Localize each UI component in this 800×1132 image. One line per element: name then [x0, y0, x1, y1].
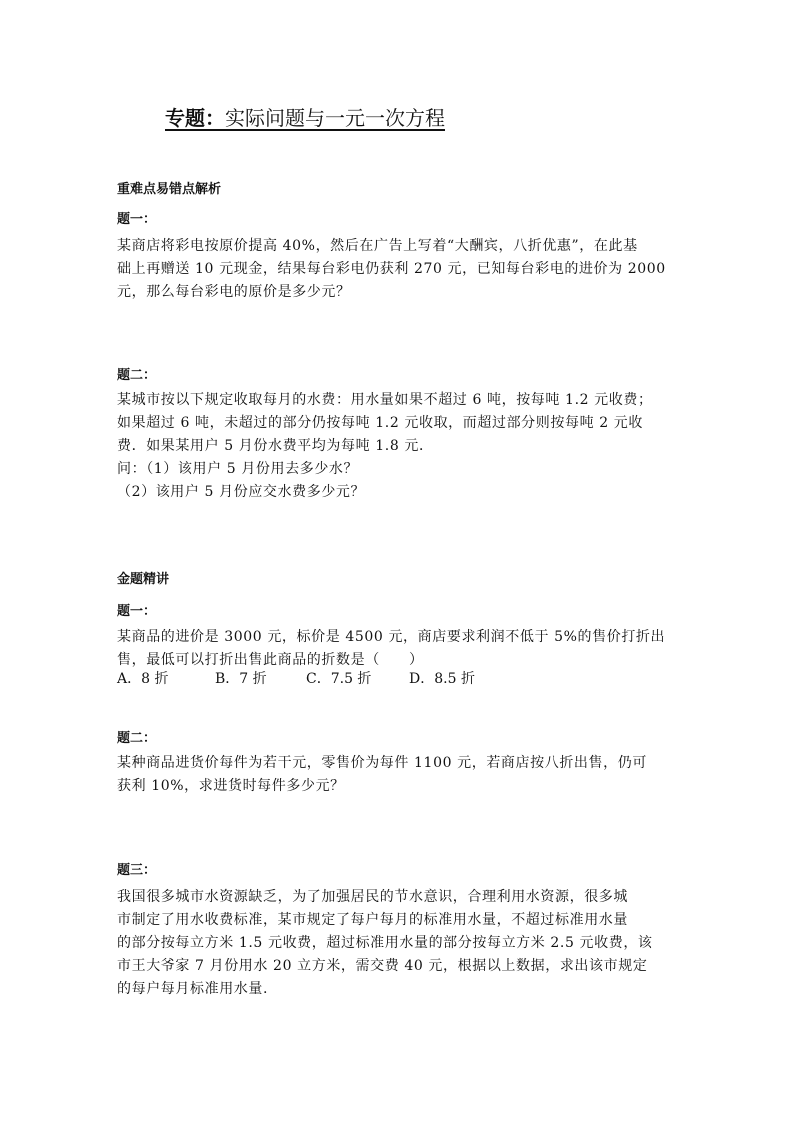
title-main: 实际问题与一元一次方程 — [225, 106, 445, 130]
text-line: 的每户每月标准用水量. — [117, 981, 269, 997]
question-text-s2-q1 — [117, 626, 697, 672]
text-line: 费．如果某用户 5 月份水费平均为每吨 1.8 元． — [117, 438, 434, 454]
document-title — [165, 104, 445, 132]
text-line: 某商店将彩电按原价提高 40%，然后在广告上写着“大酬宾，八折优惠”，在此基 — [117, 238, 638, 254]
text-line: 我国很多城市水资源缺乏，为了加强居民的节水意识，合理利用水资源，很多城 — [117, 889, 628, 905]
text-line: 某种商品进货价每件为若干元，零售价为每件 1100 元，若商店按八折出售，仍可 — [117, 755, 647, 771]
text-line: 元，那么每台彩电的原价是多少元？ — [117, 284, 351, 300]
question-label-s2-q2: 题二： — [117, 731, 157, 746]
text-line: 的部分按每立方米 1.5 元收费，超过标准用水量的部分按每立方米 2.5 元收费，该 — [117, 935, 653, 951]
section-heading-featured-problems: 金题精讲 — [117, 572, 170, 587]
question-text-s1-q1 — [117, 235, 697, 304]
text-line: 市王大爷家 7 月份用水 20 立方米，需交费 40 元，根据以上数据，求出该市规定 — [117, 958, 648, 974]
choice-c: C．7.5 折 — [306, 671, 372, 687]
text-line: （2）该用户 5 月份应交水费多少元？ — [117, 484, 366, 500]
choice-a: A．8 折 — [117, 671, 169, 687]
text-line: 问：（1）该用户 5 月份用去多少水？ — [117, 461, 359, 477]
question-label-s2-q3: 题三： — [117, 863, 157, 878]
question-text-s2-q2 — [117, 752, 697, 798]
text-line: 如果超过 6 吨，未超过的部分仍按每吨 1.2 元收取，而超过部分则按每吨 2 元收 — [117, 415, 643, 431]
title-prefix: 专题： — [165, 106, 225, 130]
answer-choices — [117, 668, 475, 691]
text-line: 售，最低可以打折出售此商品的折数是（ ） — [117, 652, 424, 668]
text-line: 某城市按以下规定收取每月的水费：用水量如果不超过 6 吨，按每吨 1.2 元收费； — [117, 392, 653, 408]
question-label-s1-q1: 题一： — [117, 212, 157, 227]
question-text-s2-q3 — [117, 886, 697, 1001]
text-line: 获利 10%，求进货时每件多少元？ — [117, 778, 345, 794]
text-line: 某商品的进价是 3000 元，标价是 4500 元，商店要求利润不低于 5%的售价打折出 — [117, 629, 666, 645]
choice-b: B．7 折 — [215, 671, 267, 687]
text-line: 市制定了用水收费标准，某市规定了每户每月的标准用水量，不超过标准用水量 — [117, 912, 628, 928]
question-label-s1-q2: 题二： — [117, 368, 157, 383]
question-text-s1-q2 — [117, 389, 697, 504]
question-label-s2-q1: 题一： — [117, 604, 157, 619]
choice-d: D．8.5 折 — [409, 671, 475, 687]
text-line: 础上再赠送 10 元现金，结果每台彩电仍获利 270 元，已知每台彩电的进价为 2000 — [117, 261, 666, 277]
section-heading-key-points: 重难点易错点解析 — [117, 182, 222, 197]
